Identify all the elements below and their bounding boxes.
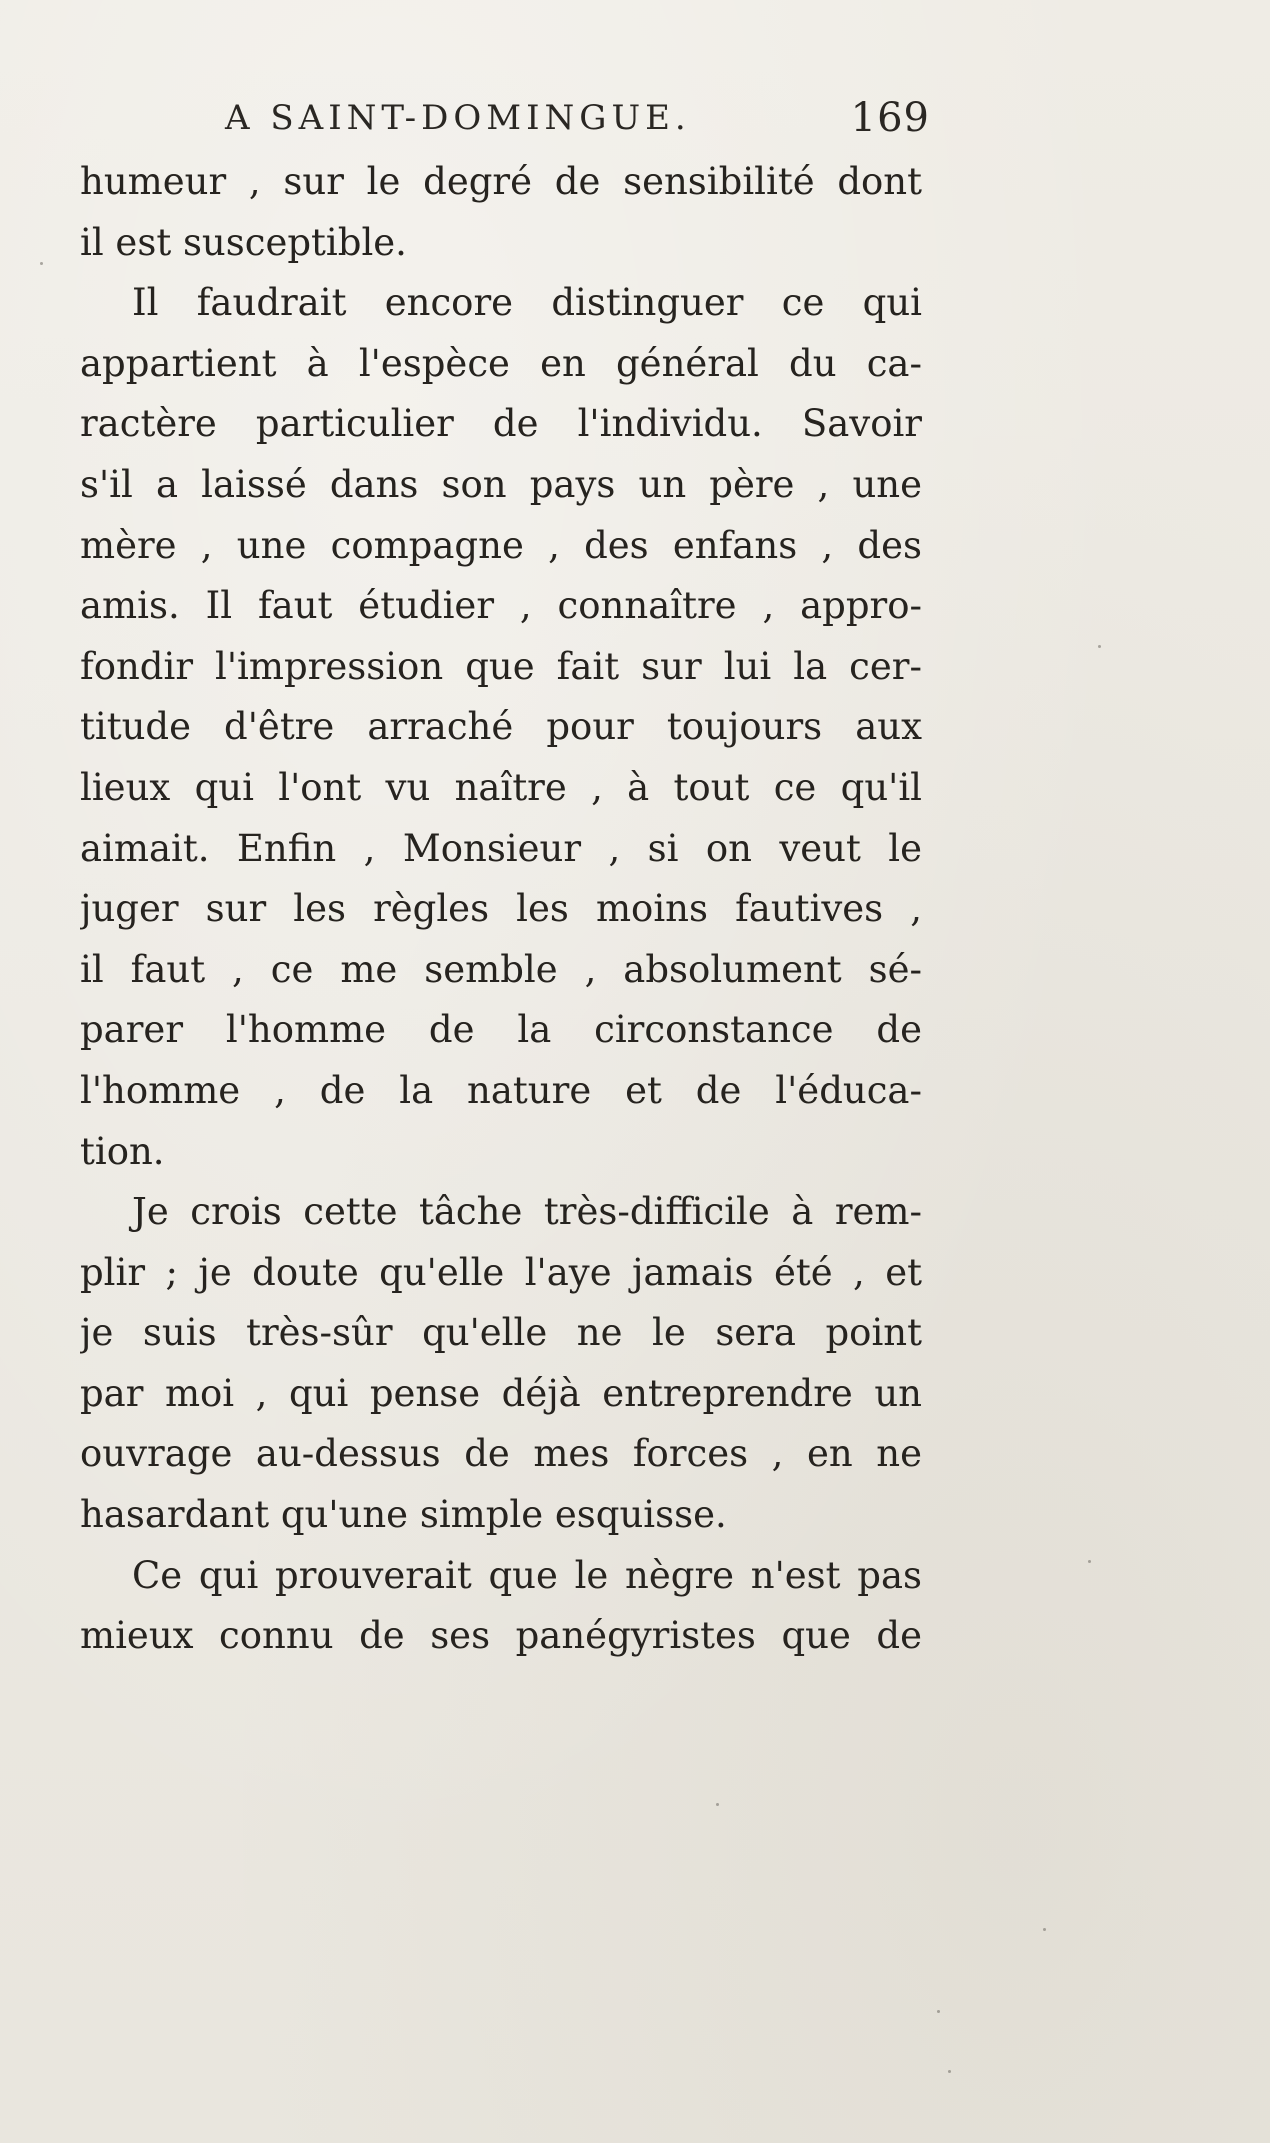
text-line: juger sur les règles les moins fautives , bbox=[80, 887, 922, 931]
text-line: il est susceptible. bbox=[80, 220, 407, 264]
text-line: aimait. Enfin , Monsieur , si on veut le bbox=[80, 826, 922, 870]
text-line: je suis très-sûr qu'elle ne le sera point bbox=[80, 1311, 922, 1355]
paper-speck bbox=[40, 262, 43, 265]
text-line: ractère particulier de l'individu. Savoir bbox=[80, 402, 922, 446]
text-line: Ce qui prouverait que le nègre n'est pas bbox=[132, 1553, 922, 1597]
paper-speck bbox=[937, 2010, 940, 2013]
paper-speck bbox=[1088, 1560, 1091, 1563]
text-line: parer l'homme de la circonstance de bbox=[80, 1008, 922, 1052]
text-line: mieux connu de ses panégyristes que de bbox=[80, 1614, 922, 1658]
text-line: s'il a laissé dans son pays un père , une bbox=[80, 462, 922, 506]
text-line: lieux qui l'ont vu naître , à tout ce qu'il bbox=[80, 765, 922, 809]
text-line: il faut , ce me semble , absolument sé- bbox=[80, 947, 922, 991]
text-line: titude d'être arraché pour toujours aux bbox=[80, 705, 922, 749]
paper-speck bbox=[1098, 645, 1101, 648]
paper-speck bbox=[948, 2070, 951, 2073]
text-line: amis. Il faut étudier , connaître , appro- bbox=[80, 584, 922, 628]
text-line: humeur , sur le degré de sensibilité dont bbox=[80, 160, 922, 203]
text-line: plir ; je doute qu'elle l'aye jamais été , et bbox=[80, 1250, 922, 1294]
text-line: Il faudrait encore distinguer ce qui bbox=[132, 281, 922, 325]
text-line: hasardant qu'une simple esquisse. bbox=[80, 1493, 727, 1537]
paper-speck bbox=[1043, 1928, 1046, 1931]
running-title: A SAINT-DOMINGUE. bbox=[225, 98, 691, 138]
text-line: l'homme , de la nature et de l'éduca- bbox=[80, 1068, 922, 1112]
text-line: fondir l'impression que fait sur lui la cer- bbox=[80, 644, 922, 688]
text-line: appartient à l'espèce en général du ca- bbox=[80, 341, 922, 385]
running-header bbox=[225, 88, 930, 148]
text-line: Je crois cette tâche très-difficile à rem- bbox=[132, 1190, 922, 1234]
text-line: mère , une compagne , des enfans , des bbox=[80, 523, 922, 567]
body-text bbox=[80, 152, 922, 1667]
paper-speck bbox=[716, 1803, 719, 1806]
text-line: tion. bbox=[80, 1129, 165, 1173]
page-number: 169 bbox=[850, 95, 930, 141]
text-line: ouvrage au-dessus de mes forces , en ne bbox=[80, 1432, 922, 1476]
text-line: par moi , qui pense déjà entreprendre un bbox=[80, 1371, 922, 1415]
